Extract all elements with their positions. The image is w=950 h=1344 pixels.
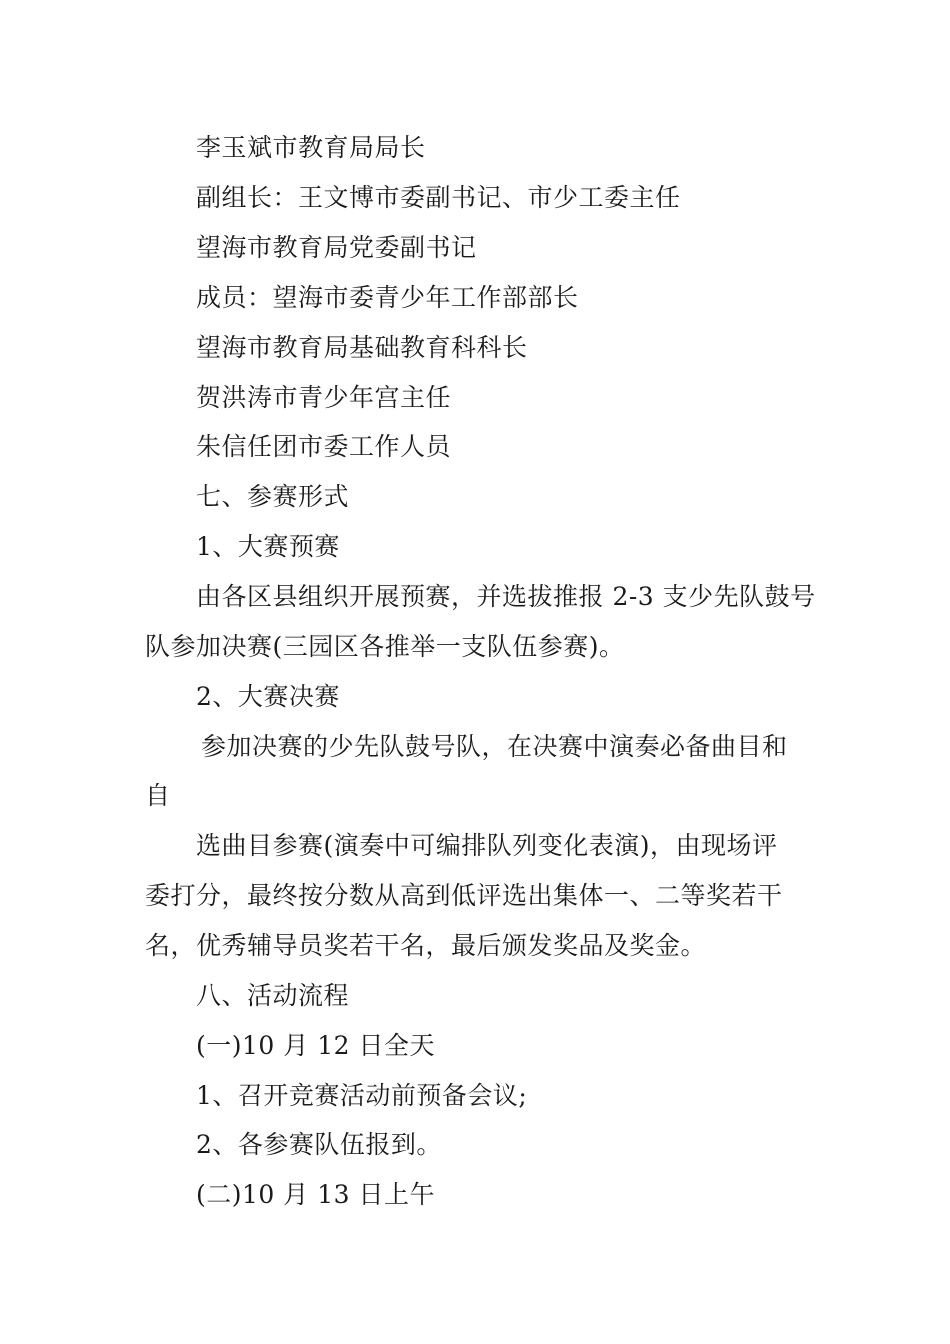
text-line: 选曲目参赛(演奏中可编排队列变化表演)，由现场评 [196,831,778,860]
text-line: 成员：望海市委青少年工作部部长 [196,283,579,312]
section-heading: 七、参赛形式 [196,482,350,511]
text-line: 2、各参赛队伍报到。 [196,1130,442,1159]
text-line: 1、召开竞赛活动前预备会议; [196,1081,528,1110]
subsection-heading: (一)10 月 12 日全天 [196,1031,435,1060]
text-line: 朱信任团市委工作人员 [196,432,452,461]
text-line: 参加决赛的少先队鼓号队，在决赛中演奏必备曲目和 [201,732,788,761]
text-line: 由各区县组织开展预赛，并选拔推报 2-3 支少先队鼓号 [196,582,816,611]
text-line: 副组长：王文博市委副书记、市少工委主任 [196,183,681,212]
text-line: 李玉斌市教育局局长 [196,133,426,162]
text-line: 望海市教育局基础教育科科长 [196,333,528,362]
text-line: 队参加决赛(三园区各推举一支队伍参赛)。 [145,632,625,661]
text-line: 委打分，最终按分数从高到低评选出集体一、二等奖若干 [145,881,783,910]
subsection-heading: 2、大赛决赛 [196,682,340,711]
text-line: 贺洪涛市青少年宫主任 [196,383,452,412]
text-line: 名，优秀辅导员奖若干名，最后颁发奖品及奖金。 [145,931,707,960]
text-line: 望海市教育局党委副书记 [196,233,477,262]
subsection-heading: 1、大赛预赛 [196,532,340,561]
subsection-heading: (二)10 月 13 日上午 [196,1180,435,1209]
text-line: 自 [145,781,171,810]
section-heading: 八、活动流程 [196,981,350,1010]
